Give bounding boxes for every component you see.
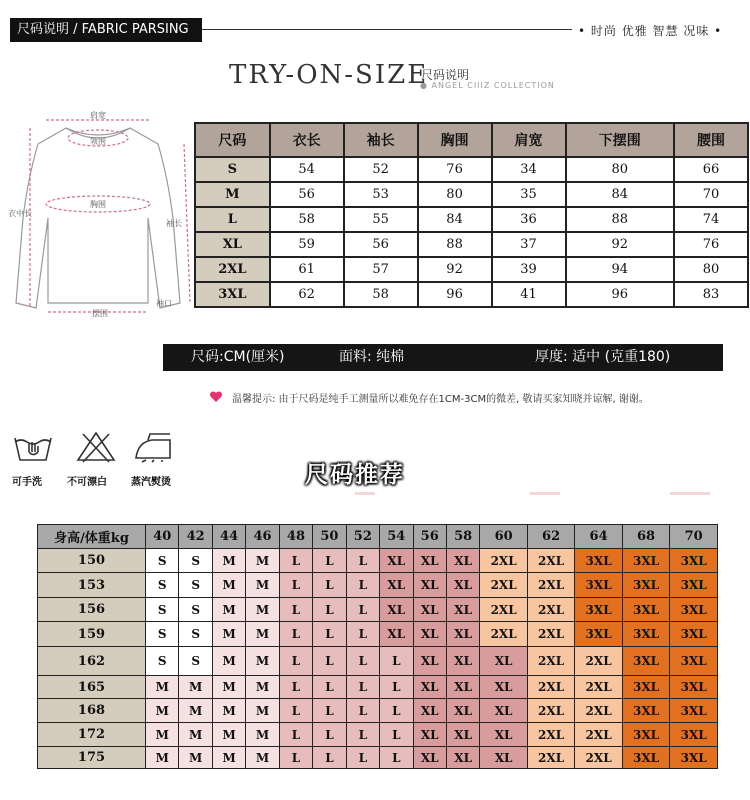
size-cell: 3XL: [575, 622, 622, 647]
size-cell: L: [346, 699, 379, 723]
height-cell: 165: [38, 676, 146, 699]
size-cell: 2XL: [527, 549, 574, 573]
steam-iron-icon: [132, 430, 174, 464]
size-cell: XL: [413, 598, 446, 622]
size-cell: L: [313, 723, 346, 747]
size-cell: 2XL: [480, 598, 527, 622]
table-row: [38, 598, 718, 622]
size-cell: M: [246, 723, 279, 747]
size-cell: L: [380, 676, 413, 699]
size-cell: 2XL: [527, 723, 574, 747]
size-cell: 2XL: [527, 622, 574, 647]
table-row: [38, 699, 718, 723]
cell: 52: [344, 157, 418, 182]
size-cell: 3XL: [670, 573, 718, 598]
thickness-info: 厚度: 适中 (克重180): [535, 349, 671, 365]
divider: [202, 29, 572, 30]
height-cell: 156: [38, 598, 146, 622]
size-cell: 3XL: [575, 549, 622, 573]
cell: 54: [270, 157, 344, 182]
cell: 56: [270, 182, 344, 207]
size-cell: XL: [446, 699, 479, 723]
weight-header: 46: [246, 525, 279, 549]
cell: 58: [344, 282, 418, 307]
cell: XL: [195, 232, 270, 257]
size-cell: S: [146, 573, 179, 598]
size-cell: XL: [413, 723, 446, 747]
size-cell: XL: [380, 549, 413, 573]
table-row: [38, 676, 718, 699]
weight-header: 58: [446, 525, 479, 549]
cell: 94: [566, 257, 674, 282]
table-row: [38, 647, 718, 676]
size-cell: XL: [446, 598, 479, 622]
size-cell: M: [212, 573, 245, 598]
size-cell: XL: [413, 676, 446, 699]
size-cell: L: [313, 549, 346, 573]
size-cell: 3XL: [670, 676, 718, 699]
size-cell: M: [179, 699, 212, 723]
size-cell: S: [146, 549, 179, 573]
size-cell: XL: [413, 699, 446, 723]
size-cell: XL: [480, 676, 527, 699]
cell: M: [195, 182, 270, 207]
size-cell: S: [146, 598, 179, 622]
cell: 88: [418, 232, 492, 257]
size-cell: 2XL: [527, 747, 574, 769]
cell: 41: [492, 282, 566, 307]
size-cell: S: [179, 647, 212, 676]
decor-dash: [670, 492, 710, 495]
height-cell: 175: [38, 747, 146, 769]
table-row: [38, 573, 718, 598]
cell: 36: [492, 207, 566, 232]
size-cell: S: [146, 647, 179, 676]
size-cell: L: [313, 699, 346, 723]
section-tag: 尺码说明 / FABRIC PARSING: [10, 18, 202, 42]
heart-icon: [209, 391, 223, 403]
weight-header: 50: [313, 525, 346, 549]
size-cell: XL: [413, 647, 446, 676]
size-cell: M: [246, 622, 279, 647]
size-cell: XL: [380, 622, 413, 647]
size-cell: L: [346, 622, 379, 647]
col-hem: 下摆围: [566, 123, 674, 157]
cell: 56: [344, 232, 418, 257]
col-shoulder: 肩宽: [492, 123, 566, 157]
size-cell: 3XL: [622, 676, 669, 699]
weight-header: 40: [146, 525, 179, 549]
care-label-bleach: 不可漂白: [67, 477, 107, 488]
size-cell: L: [313, 647, 346, 676]
size-cell: XL: [380, 598, 413, 622]
size-cell: M: [212, 598, 245, 622]
size-cell: XL: [446, 622, 479, 647]
size-cell: M: [212, 699, 245, 723]
size-cell: M: [246, 699, 279, 723]
size-cell: L: [346, 549, 379, 573]
size-cell: XL: [446, 747, 479, 769]
size-cell: M: [246, 747, 279, 769]
cell: 76: [674, 232, 748, 257]
size-cell: 2XL: [527, 573, 574, 598]
cell: 62: [270, 282, 344, 307]
size-cell: M: [146, 723, 179, 747]
cell: 80: [566, 157, 674, 182]
corner-header: 身高/体重kg: [38, 525, 146, 549]
brand-slogan: • 时尚 优雅 智慧 况味 •: [578, 24, 723, 38]
page-title: TRY-ON-SIZE: [229, 60, 429, 90]
size-cell: 3XL: [670, 622, 718, 647]
size-recommend-table: [37, 524, 718, 769]
label-sleeve: 袖长: [166, 219, 182, 228]
size-cell: 3XL: [670, 647, 718, 676]
size-cell: L: [346, 647, 379, 676]
size-cell: XL: [413, 549, 446, 573]
height-cell: 159: [38, 622, 146, 647]
size-cell: L: [279, 699, 312, 723]
size-cell: S: [179, 549, 212, 573]
cell: 83: [674, 282, 748, 307]
size-cell: 3XL: [622, 723, 669, 747]
size-cell: 2XL: [575, 699, 622, 723]
weight-header: 62: [527, 525, 574, 549]
size-cell: 2XL: [575, 676, 622, 699]
size-cell: S: [146, 622, 179, 647]
size-cell: S: [179, 573, 212, 598]
size-cell: 3XL: [622, 622, 669, 647]
weight-header: 44: [212, 525, 245, 549]
size-cell: M: [146, 699, 179, 723]
size-cell: 2XL: [575, 647, 622, 676]
height-cell: 150: [38, 549, 146, 573]
size-cell: XL: [413, 747, 446, 769]
label-neck: 领围: [90, 137, 106, 146]
cell: 88: [566, 207, 674, 232]
size-cell: L: [313, 573, 346, 598]
size-cell: M: [212, 747, 245, 769]
size-cell: L: [313, 676, 346, 699]
size-cell: 3XL: [622, 598, 669, 622]
size-cell: L: [279, 723, 312, 747]
garment-diagram: [8, 108, 193, 323]
height-cell: 168: [38, 699, 146, 723]
size-cell: M: [246, 676, 279, 699]
size-cell: 2XL: [480, 573, 527, 598]
weight-header: 42: [179, 525, 212, 549]
unit-info: 尺码:CM(厘米): [191, 349, 285, 365]
label-hem: 摆围: [92, 309, 108, 318]
fabric-info-bar: [163, 344, 723, 371]
decor-dash: [355, 492, 375, 495]
col-length: 衣长: [270, 123, 344, 157]
size-cell: L: [279, 676, 312, 699]
table-row: [195, 282, 748, 307]
size-cell: M: [212, 647, 245, 676]
weight-header: 60: [480, 525, 527, 549]
size-cell: XL: [446, 573, 479, 598]
size-cell: 3XL: [622, 747, 669, 769]
size-cell: 3XL: [575, 598, 622, 622]
cell: 37: [492, 232, 566, 257]
collection-label: ● ANGEL CIIIZ COLLECTION: [420, 81, 555, 90]
cell: 3XL: [195, 282, 270, 307]
label-chest: 胸围: [90, 200, 106, 209]
size-cell: M: [212, 549, 245, 573]
size-cell: L: [346, 747, 379, 769]
size-cell: M: [146, 676, 179, 699]
col-waist: 腰围: [674, 123, 748, 157]
size-cell: M: [246, 647, 279, 676]
size-table: [194, 122, 749, 308]
size-cell: 2XL: [575, 747, 622, 769]
table-row: [195, 182, 748, 207]
size-cell: L: [313, 747, 346, 769]
size-cell: 3XL: [622, 699, 669, 723]
size-cell: XL: [413, 573, 446, 598]
table-row: [38, 747, 718, 769]
cell: 84: [418, 207, 492, 232]
size-cell: L: [279, 549, 312, 573]
size-cell: L: [380, 699, 413, 723]
size-cell: L: [279, 622, 312, 647]
size-cell: 3XL: [670, 747, 718, 769]
weight-header: 54: [380, 525, 413, 549]
cell: 55: [344, 207, 418, 232]
table-row: [195, 207, 748, 232]
size-cell: L: [279, 573, 312, 598]
cell: 61: [270, 257, 344, 282]
cell: 80: [674, 257, 748, 282]
size-cell: XL: [480, 647, 527, 676]
size-cell: 3XL: [622, 647, 669, 676]
size-cell: 3XL: [622, 573, 669, 598]
size-table-header: [195, 123, 748, 157]
cell: 76: [418, 157, 492, 182]
col-chest: 胸围: [418, 123, 492, 157]
recommend-header: [38, 525, 718, 549]
size-cell: M: [212, 676, 245, 699]
cell: 96: [418, 282, 492, 307]
cell: 59: [270, 232, 344, 257]
size-cell: M: [246, 573, 279, 598]
size-cell: XL: [480, 699, 527, 723]
table-row: [195, 157, 748, 182]
size-cell: 2XL: [575, 723, 622, 747]
hand-wash-icon: [12, 430, 54, 464]
size-cell: L: [313, 622, 346, 647]
size-cell: XL: [480, 747, 527, 769]
page-subtitle: 尺码说明: [421, 68, 470, 82]
size-cell: L: [380, 723, 413, 747]
size-cell: L: [380, 747, 413, 769]
cell: 92: [418, 257, 492, 282]
size-cell: XL: [446, 723, 479, 747]
cell: 96: [566, 282, 674, 307]
size-cell: XL: [446, 549, 479, 573]
cell: 66: [674, 157, 748, 182]
size-cell: 3XL: [670, 723, 718, 747]
size-cell: M: [212, 723, 245, 747]
size-cell: 2XL: [480, 549, 527, 573]
size-cell: L: [279, 747, 312, 769]
cell: S: [195, 157, 270, 182]
measurement-tip: 温馨提示: 由于尺码是纯手工测量所以难免存在1CM-3CM的微差, 敬请买家知晓并谅解, 谢谢。: [232, 394, 649, 405]
size-cell: 3XL: [670, 699, 718, 723]
weight-header: 56: [413, 525, 446, 549]
size-cell: XL: [413, 622, 446, 647]
size-cell: XL: [380, 573, 413, 598]
cell: 84: [566, 182, 674, 207]
size-cell: L: [279, 598, 312, 622]
cell: 2XL: [195, 257, 270, 282]
height-cell: 162: [38, 647, 146, 676]
cell: 34: [492, 157, 566, 182]
cell: 74: [674, 207, 748, 232]
weight-header: 68: [622, 525, 669, 549]
weight-header: 70: [670, 525, 718, 549]
table-row: [38, 622, 718, 647]
cell: 39: [492, 257, 566, 282]
size-cell: S: [179, 598, 212, 622]
size-cell: XL: [480, 723, 527, 747]
label-cuff: 袖口: [156, 299, 172, 308]
care-label-iron: 蒸汽熨烫: [131, 477, 171, 488]
size-cell: M: [146, 747, 179, 769]
size-cell: M: [179, 747, 212, 769]
label-shoulder: 肩宽: [90, 111, 106, 120]
size-cell: XL: [446, 647, 479, 676]
cell: 35: [492, 182, 566, 207]
size-cell: M: [212, 622, 245, 647]
size-cell: L: [346, 723, 379, 747]
col-sleeve: 袖长: [344, 123, 418, 157]
size-cell: L: [380, 647, 413, 676]
size-cell: M: [246, 598, 279, 622]
no-bleach-icon: [75, 430, 117, 464]
size-cell: 2XL: [527, 676, 574, 699]
size-cell: L: [279, 647, 312, 676]
weight-header: 64: [575, 525, 622, 549]
size-cell: L: [346, 598, 379, 622]
size-cell: 2XL: [527, 647, 574, 676]
height-cell: 153: [38, 573, 146, 598]
size-cell: L: [313, 598, 346, 622]
size-cell: S: [179, 622, 212, 647]
recommend-title: 尺码推荐: [305, 462, 405, 488]
weight-header: 48: [279, 525, 312, 549]
cell: 53: [344, 182, 418, 207]
size-cell: 3XL: [670, 598, 718, 622]
decor-dash: [530, 492, 560, 495]
cell: 92: [566, 232, 674, 257]
size-cell: M: [179, 676, 212, 699]
size-cell: 3XL: [622, 549, 669, 573]
size-cell: XL: [446, 676, 479, 699]
label-length: 衣中长: [8, 209, 32, 218]
size-cell: M: [179, 723, 212, 747]
care-label-handwash: 可手洗: [12, 477, 42, 488]
size-cell: 2XL: [527, 699, 574, 723]
size-cell: 3XL: [670, 549, 718, 573]
size-cell: M: [246, 549, 279, 573]
size-cell: 2XL: [480, 622, 527, 647]
size-cell: L: [346, 573, 379, 598]
table-row: [195, 232, 748, 257]
size-cell: L: [346, 676, 379, 699]
cell: 57: [344, 257, 418, 282]
cell: L: [195, 207, 270, 232]
cell: 58: [270, 207, 344, 232]
table-row: [38, 723, 718, 747]
weight-header: 52: [346, 525, 379, 549]
size-cell: 2XL: [527, 598, 574, 622]
size-cell: 3XL: [575, 573, 622, 598]
cell: 70: [674, 182, 748, 207]
height-cell: 172: [38, 723, 146, 747]
table-row: [195, 257, 748, 282]
cell: 80: [418, 182, 492, 207]
table-row: [38, 549, 718, 573]
col-size: 尺码: [195, 123, 270, 157]
fabric-info: 面料: 纯棉: [339, 349, 405, 365]
